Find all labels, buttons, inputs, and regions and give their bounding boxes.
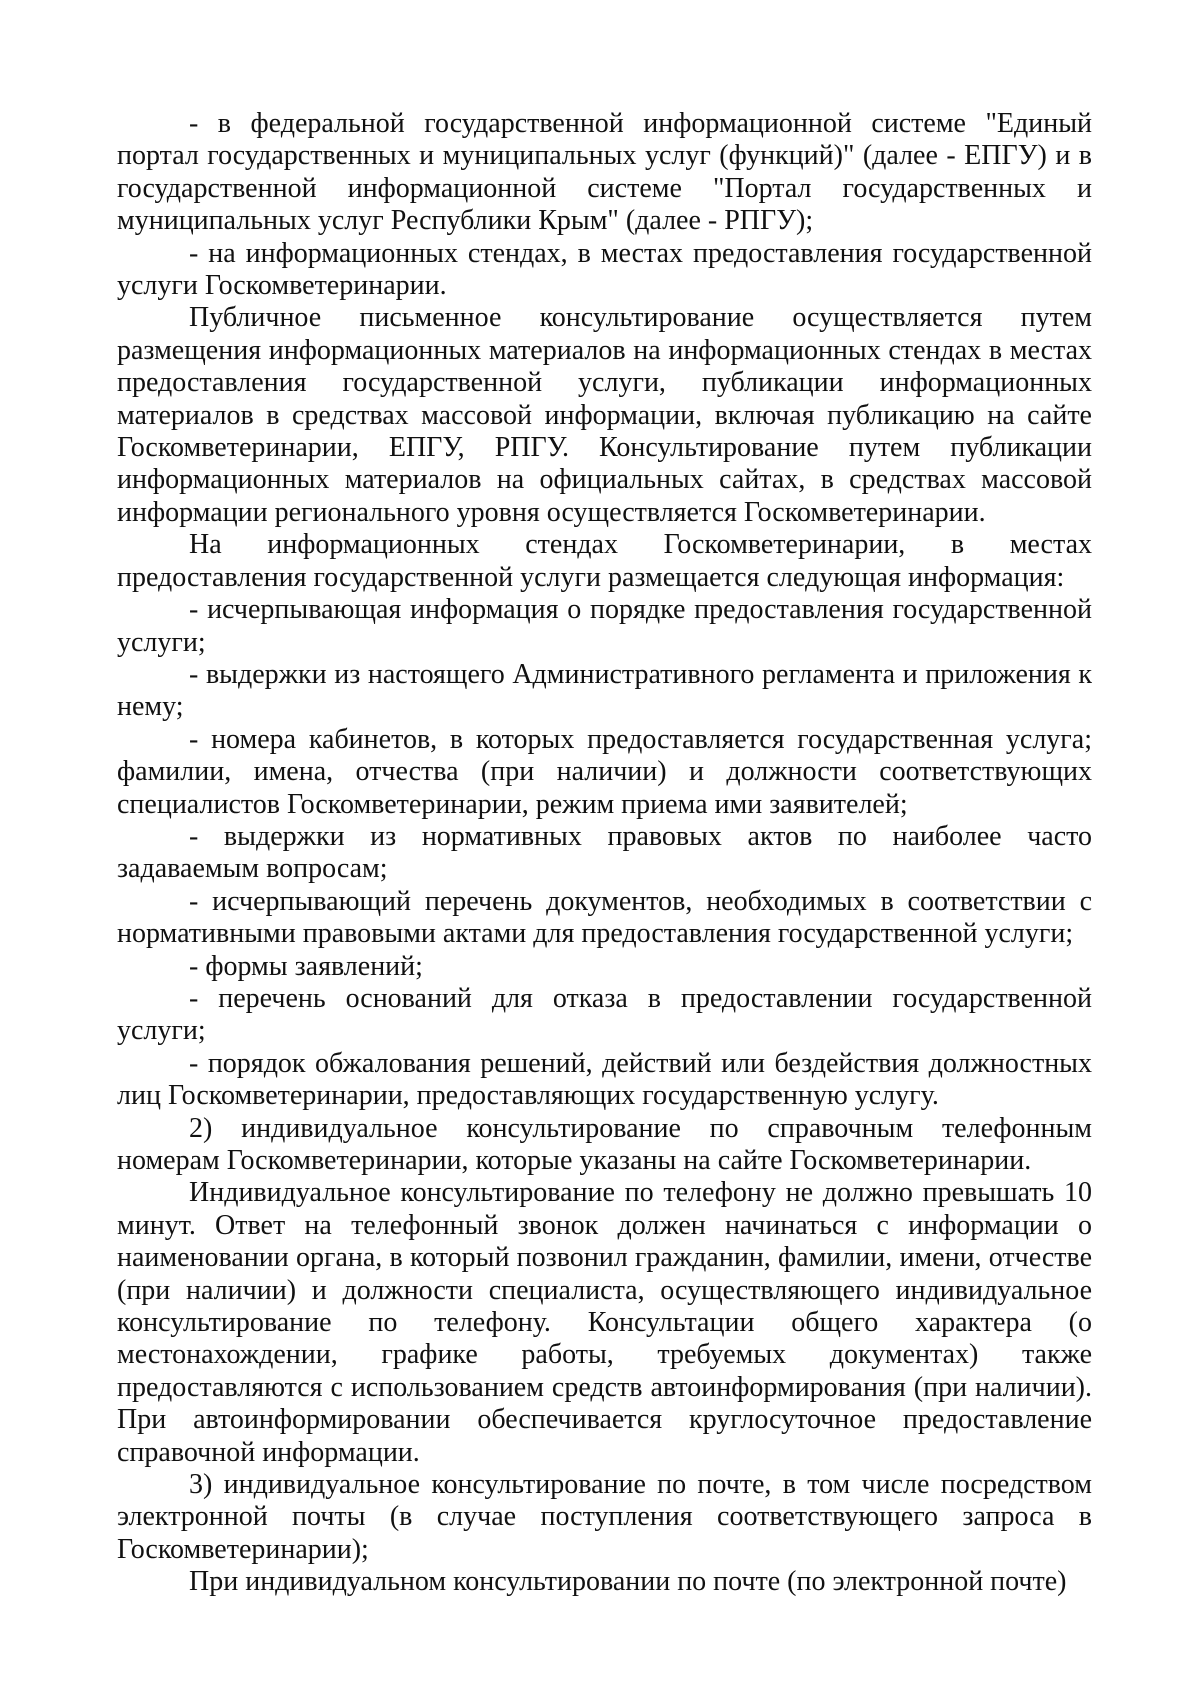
- paragraph-epgu-rpgu: - в федеральной государственной информационной системе "Единый портал государственных и муниципальных услуг (функций)" (далее - ЕПГУ) и в государственной информационной системе "Портал государственных и муниципальных услуг Республики Крым" (далее - РПГУ);: [117, 108, 1092, 237]
- list-item-legal-excerpts: - выдержки из нормативных правовых актов по наиболее часто задаваемым вопросам;: [117, 820, 1092, 885]
- list-item-application-forms: - формы заявлений;: [189, 950, 423, 982]
- list-item-appeal-procedure: - порядок обжалования решений, действий или бездействия должностных лиц Госкомветеринарии, предоставляющих государственную услугу.: [117, 1047, 1092, 1112]
- paragraph-stand-info-intro: На информационных стендах Госкомветеринарии, в местах предоставления государственной услуги размещается следующая информация:: [117, 529, 1092, 593]
- list-item-refusal-grounds: - перечень оснований для отказа в предоставлении государственной услуги;: [117, 982, 1092, 1047]
- paragraph-mail-consulting: 3) индивидуальное консультирование по почте, в том числе посредством электронной почты (в случае поступления соответствующего запроса в Госкомветеринарии);: [117, 1469, 1092, 1565]
- paragraph-mail-consulting-continued: При индивидуальном консультировании по почте (по электронной почте): [189, 1566, 1067, 1598]
- document-page: [117, 108, 1092, 1599]
- paragraph-phone-consulting: 2) индивидуальное консультирование по справочным телефонным номерам Госкомветеринарии, которые указаны на сайте Госкомветеринарии.: [117, 1112, 1092, 1176]
- list-item-document-list: - исчерпывающий перечень документов, необходимых в соответствии с нормативными правовыми актами для предоставления государственной услуги;: [117, 885, 1092, 950]
- list-item-regulation-excerpts: - выдержки из настоящего Административного регламента и приложения к нему;: [117, 658, 1092, 723]
- list-item-procedure-info: - исчерпывающая информация о порядке предоставления государственной услуги;: [117, 594, 1092, 658]
- paragraph-public-consulting: Публичное письменное консультирование осуществляется путем размещения информационных материалов на информационных стендах в местах предоставления государственной услуги, публикации информационных материалов в средствах массовой информации, включая публикацию на сайте Госкомветеринарии, ЕПГУ, РПГУ. Консультирование путем публикации информационных материалов на официальных сайтах, в средствах массовой информации регионального уровня осуществляется Госкомветеринарии.: [117, 302, 1092, 528]
- paragraph-phone-consulting-rules: Индивидуальное консультирование по телефону не должно превышать 10 минут. Ответ на телефонный звонок должен начинаться с информации о наименовании органа, в который позвонил гражданин, фамилии, имени, отчестве (при наличии) и должности специалиста, осуществляющего индивидуальное консультирование по телефону. Консультации общего характера (о местонахождении, графике работы, требуемых документах) также предоставляются с использованием средств автоинформирования (при наличии). При автоинформировании обеспечивается круглосуточное предоставление справочной информации.: [117, 1177, 1092, 1468]
- paragraph-info-stands: - на информационных стендах, в местах предоставления государственной услуги Госкомветеринарии.: [117, 237, 1092, 302]
- list-item-office-numbers: - номера кабинетов, в которых предоставляется государственная услуга; фамилии, имена, отчества (при наличии) и должности соответствующих специалистов Госкомветеринарии, режим приема ими заявителей;: [117, 723, 1092, 820]
